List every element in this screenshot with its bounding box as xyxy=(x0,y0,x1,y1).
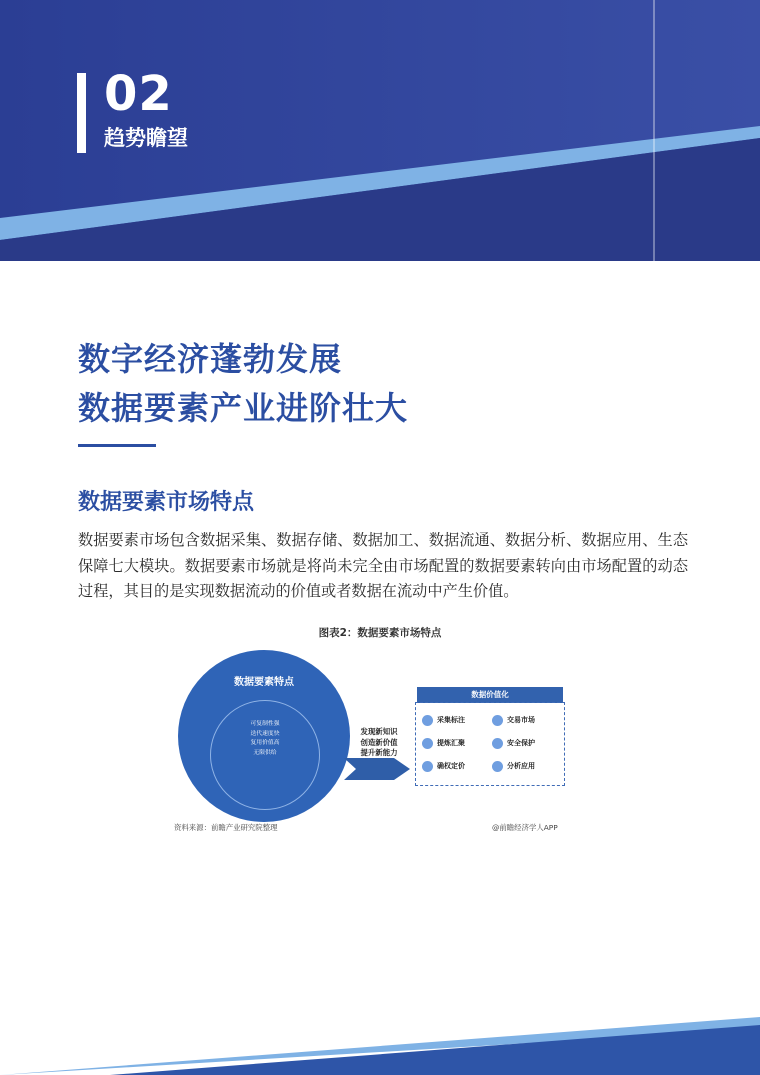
circle-title: 数据要素特点 xyxy=(234,677,294,688)
section-title: 趋势瞻望 xyxy=(104,126,188,150)
arrow-line: 提升新能力 xyxy=(360,748,398,757)
header-banner xyxy=(0,0,760,261)
circle-item: 无限供给 xyxy=(253,749,277,756)
value-item: 安全保护 xyxy=(492,737,535,749)
circle-item: 复用价值高 xyxy=(250,740,280,747)
arrow-line: 创造新价值 xyxy=(360,737,398,747)
circle-dot-icon xyxy=(422,761,433,772)
circle-item: 迭代速度快 xyxy=(250,730,280,737)
footer-stripes xyxy=(0,995,760,1075)
value-header: 数据价值化 xyxy=(417,687,563,703)
circle-items xyxy=(210,720,320,758)
value-item: 采集标注 xyxy=(422,714,465,726)
arrow-label xyxy=(354,727,404,759)
arrow-line: 发现新知识 xyxy=(360,727,398,736)
circle-dot-icon xyxy=(492,738,503,749)
circle-dot-icon xyxy=(492,761,503,772)
section-number: 02 xyxy=(104,66,173,122)
circle-dot-icon xyxy=(422,715,433,726)
value-item: 确权定价 xyxy=(422,760,465,772)
section-accent-bar xyxy=(77,73,86,153)
figure-credit: @前瞻经济学人APP xyxy=(492,823,558,832)
circle-dot-icon xyxy=(492,715,503,726)
figure xyxy=(170,640,570,838)
headline-underline xyxy=(78,444,156,447)
value-item: 交易市场 xyxy=(492,714,535,726)
body-paragraph: 数据要素市场包含数据采集、数据存储、数据加工、数据流通、数据分析、数据应用、生态保障七大模块。数据要素市场就是将尚未完全由市场配置的数据要素转向由市场配置的动态过程，其目的是实现数据流动的价值或者数据在流动中产生价值。 xyxy=(78,531,688,600)
right-arrow-icon xyxy=(344,758,412,780)
figure-caption: 图表2：数据要素市场特点 xyxy=(318,627,442,639)
headline-line-1: 数字经济蓬勃发展 xyxy=(78,340,343,378)
figure-source: 资料来源：前瞻产业研究院整理 xyxy=(174,823,278,832)
subheading: 数据要素市场特点 xyxy=(78,490,255,515)
headline-line-2: 数据要素产业进阶壮大 xyxy=(78,389,409,427)
value-item: 分析应用 xyxy=(492,760,535,772)
value-item: 提炼汇聚 xyxy=(422,737,465,749)
circle-dot-icon xyxy=(422,738,433,749)
circle-item: 可复制性强 xyxy=(250,721,280,727)
